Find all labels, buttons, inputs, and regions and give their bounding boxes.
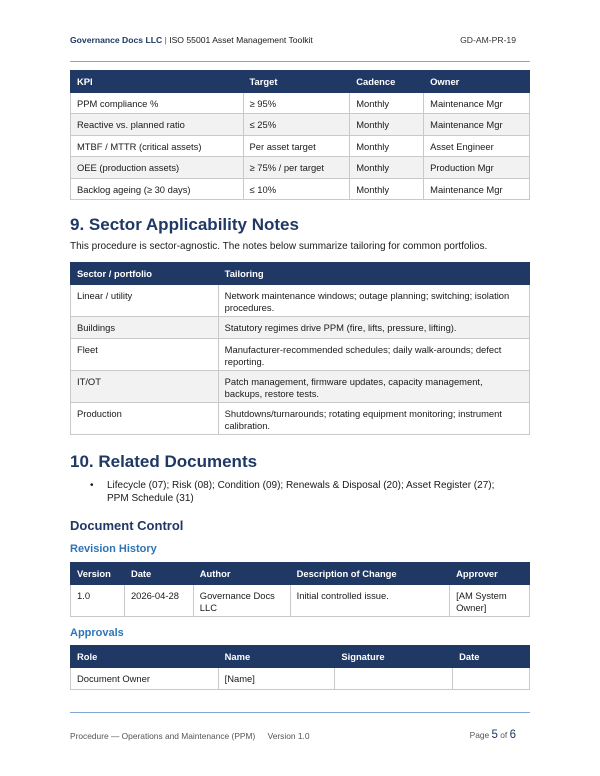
kpi-cell: Asset Engineer (424, 136, 530, 157)
table-row (71, 371, 530, 403)
kpi-cell: ≤ 10% (243, 179, 350, 200)
kpi-cell: ≤ 25% (243, 114, 350, 136)
kpi-header-kpi: KPI (71, 71, 244, 93)
sector-table (70, 262, 530, 435)
sector-cell: Buildings (71, 317, 219, 339)
section-9-heading: 9. Sector Applicability Notes (70, 215, 299, 234)
sector-cell: Shutdowns/turnarounds; rotating equipment monitoring; instrument calibration. (218, 403, 529, 435)
approvals-role: Document Owner (71, 668, 219, 690)
approvals-heading: Approvals (70, 627, 124, 639)
page-number: Page 5 of 6 (469, 729, 516, 741)
section-9-intro: This procedure is sector-agnostic. The notes below summarize tailoring for common portfolios. (70, 241, 488, 252)
kpi-table-header (71, 71, 530, 93)
approvals-header-date: Date (453, 646, 530, 668)
table-row (71, 179, 530, 200)
header-doc-id: GD-AM-PR-19 (460, 35, 516, 45)
kpi-header-owner: Owner (424, 71, 530, 93)
kpi-cell: Monthly (350, 136, 424, 157)
related-documents-text: Lifecycle (07); Risk (08); Condition (09); Renewals & Disposal (20); Asset Register (27); PPM Schedule (31) (107, 480, 495, 504)
revision-description: Initial controlled issue. (290, 585, 450, 617)
kpi-cell: OEE (production assets) (71, 157, 244, 179)
approvals-header-name: Name (218, 646, 335, 668)
sector-cell: Manufacturer-recommended schedules; daily walk-arounds; defect reporting. (218, 339, 529, 371)
table-row (71, 285, 530, 317)
kpi-cell: Maintenance Mgr (424, 114, 530, 136)
header-rule (70, 61, 530, 62)
page-footer (70, 731, 530, 741)
table-row (71, 93, 530, 114)
kpi-cell: Backlog ageing (≥ 30 days) (71, 179, 244, 200)
kpi-cell: ≥ 75% / per target (243, 157, 350, 179)
kpi-cell: Production Mgr (424, 157, 530, 179)
bullet-dot-icon: • (90, 480, 94, 491)
page-current: 5 (491, 729, 498, 741)
sector-cell: Patch management, firmware updates, capacity management, backups, restore tests. (218, 371, 529, 403)
sector-cell: Fleet (71, 339, 219, 371)
table-row (71, 114, 530, 136)
revision-header-date: Date (124, 563, 193, 585)
footer-version: Version 1.0 (267, 731, 310, 741)
approvals-header-signature: Signature (335, 646, 453, 668)
page-total: 6 (509, 729, 516, 741)
header-toolkit: ISO 55001 Asset Management Toolkit (169, 35, 313, 45)
table-row (71, 668, 530, 690)
sector-header-tailoring: Tailoring (218, 263, 529, 285)
revision-header-approver: Approver (450, 563, 530, 585)
revision-date: 2026-04-28 (124, 585, 193, 617)
header-brand: Governance Docs LLC (70, 35, 163, 45)
kpi-header-target: Target (243, 71, 350, 93)
table-row (71, 403, 530, 435)
kpi-cell: PPM compliance % (71, 93, 244, 114)
kpi-table (70, 70, 530, 200)
kpi-cell: ≥ 95% (243, 93, 350, 114)
document-control-heading: Document Control (70, 518, 184, 533)
table-row (71, 317, 530, 339)
kpi-header-cadence: Cadence (350, 71, 424, 93)
table-row (71, 585, 530, 617)
header-separator: | (164, 35, 167, 45)
approvals-table-header (71, 646, 530, 668)
revision-header-description: Description of Change (290, 563, 450, 585)
approvals-date (453, 668, 530, 690)
revision-history-table (70, 562, 530, 617)
kpi-cell: Maintenance Mgr (424, 93, 530, 114)
table-row (71, 136, 530, 157)
revision-history-heading: Revision History (70, 543, 157, 555)
footer-rule (70, 712, 530, 713)
sector-cell: Production (71, 403, 219, 435)
kpi-cell: Monthly (350, 114, 424, 136)
kpi-cell: Reactive vs. planned ratio (71, 114, 244, 136)
kpi-cell: Per asset target (243, 136, 350, 157)
revision-header-author: Author (193, 563, 290, 585)
revision-table-header (71, 563, 530, 585)
table-row (71, 157, 530, 179)
sector-table-header (71, 263, 530, 285)
revision-approver: [AM System Owner] (450, 585, 530, 617)
sector-header-portfolio: Sector / portfolio (71, 263, 219, 285)
sector-cell: IT/OT (71, 371, 219, 403)
kpi-cell: Monthly (350, 93, 424, 114)
approvals-table (70, 645, 530, 690)
kpi-cell: Maintenance Mgr (424, 179, 530, 200)
revision-header-version: Version (71, 563, 125, 585)
revision-version: 1.0 (71, 585, 125, 617)
sector-cell: Network maintenance windows; outage planning; switching; isolation procedures. (218, 285, 529, 317)
kpi-cell: MTBF / MTTR (critical assets) (71, 136, 244, 157)
approvals-signature (335, 668, 453, 690)
approvals-name: [Name] (218, 668, 335, 690)
footer-title: Procedure — Operations and Maintenance (PPM) (70, 731, 256, 741)
page-header (70, 35, 530, 49)
revision-author: Governance Docs LLC (193, 585, 290, 617)
section-10-heading: 10. Related Documents (70, 452, 258, 471)
sector-cell: Statutory regimes drive PPM (fire, lifts, pressure, lifting). (218, 317, 529, 339)
kpi-cell: Monthly (350, 157, 424, 179)
kpi-cell: Monthly (350, 179, 424, 200)
sector-cell: Linear / utility (71, 285, 219, 317)
table-row (71, 339, 530, 371)
approvals-header-role: Role (71, 646, 219, 668)
